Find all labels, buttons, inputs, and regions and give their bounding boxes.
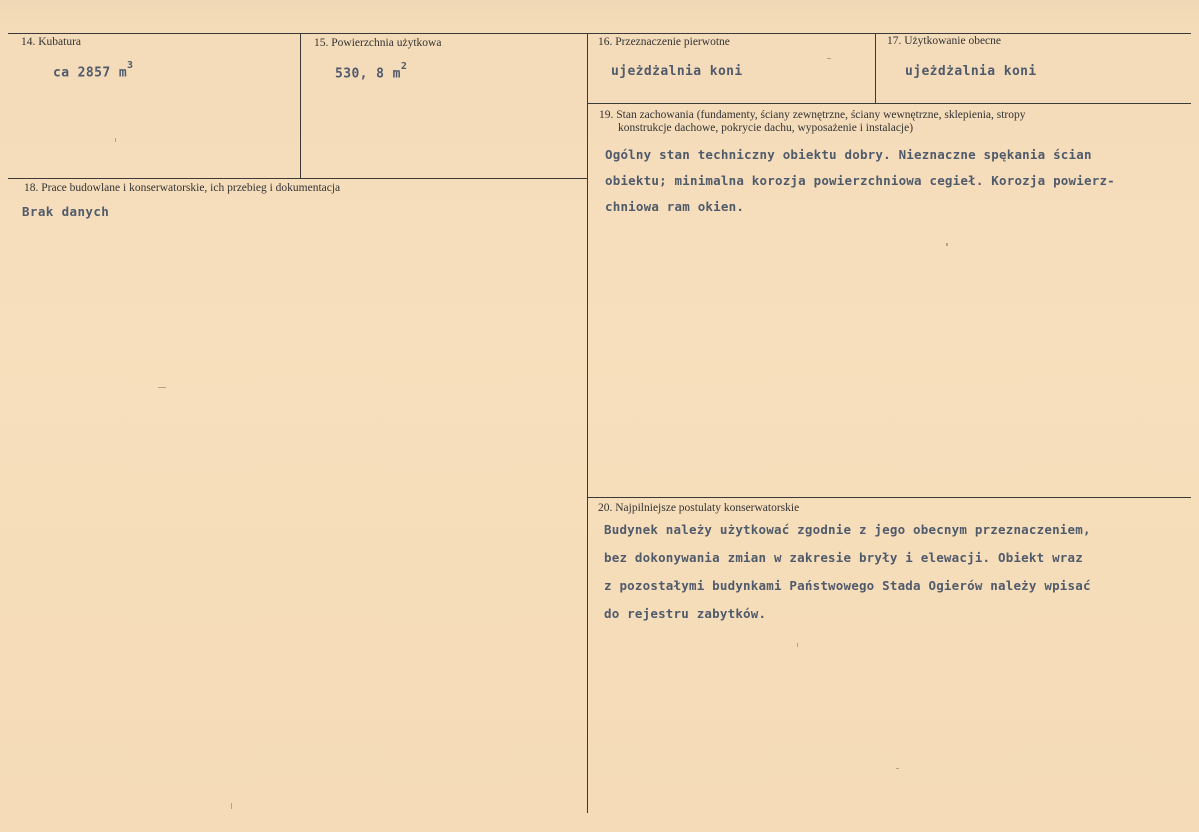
powierzchnia-value: [335, 61, 408, 82]
stan-line-1: Ogólny stan techniczny obiektu dobry. Nieznaczne spękania ścian: [605, 147, 1092, 162]
powierzchnia-value-text: 530, 8 m: [335, 66, 401, 82]
divider-16-17: [875, 33, 876, 103]
kubatura-value-text: ca 2857 m: [53, 65, 128, 81]
paper-speck: [896, 768, 899, 769]
prace-value: Brak danych: [22, 204, 110, 219]
postulaty-label: 20. Najpilniejsze postulaty konserwatorskie: [598, 502, 800, 514]
postulaty-line-1: Budynek należy użytkować zgodnie z jego obecnym przeznaczeniem,: [604, 522, 1091, 537]
uzytkowanie-value: ujeżdżalnia koni: [905, 64, 1037, 79]
postulaty-line-4: do rejestru zabytków.: [604, 606, 767, 621]
divider-main-column: [587, 33, 588, 813]
powierzchnia-label: 15. Powierzchnia użytkowa: [314, 37, 442, 49]
postulaty-line-2: bez dokonywania zmian w zakresie bryły i elewacji. Obiekt wraz: [604, 550, 1083, 565]
prace-label: 18. Prace budowlane i konserwatorskie, ich przebieg i dokumentacja: [24, 182, 341, 194]
powierzchnia-unit-sup: 2: [400, 61, 408, 72]
top-border-line: [8, 33, 1191, 34]
przeznaczenie-value: ujeżdżalnia koni: [611, 64, 743, 79]
paper-speck: [946, 243, 948, 246]
stan-line-2: obiektu; minimalna korozja powierzchniowa cegieł. Korozja powierz-: [605, 173, 1115, 188]
paper-speck: [827, 58, 831, 59]
line-under-14-15: [8, 178, 588, 179]
paper-speck: [797, 643, 798, 647]
przeznaczenie-label: 16. Przeznaczenie pierwotne: [598, 36, 730, 48]
postulaty-text: [604, 516, 1091, 628]
line-above-20: [587, 497, 1191, 498]
stan-zachowania-text: [605, 142, 1115, 220]
stan-line-3: chniowa ram okien.: [605, 199, 745, 214]
line-under-16-17: [587, 103, 1191, 104]
kubatura-unit-sup: 3: [127, 60, 134, 71]
card-top-band: [0, 0, 1199, 28]
kubatura-label: 14. Kubatura: [21, 36, 82, 48]
stan-zachowania-label-line2: konstrukcje dachowe, pokrycie dachu, wyposażenie i instalacje): [618, 122, 914, 134]
uzytkowanie-label: 17. Użytkowanie obecne: [887, 35, 1002, 47]
paper-speck: [115, 138, 116, 142]
stan-zachowania-label-line1: 19. Stan zachowania (fundamenty, ściany zewnętrzne, ściany wewnętrzne, sklepienia, stropy: [599, 109, 1026, 121]
kubatura-value: [53, 60, 134, 81]
paper-speck: [231, 803, 232, 809]
paper-speck: [158, 387, 166, 388]
divider-14-15: [300, 33, 301, 178]
postulaty-line-3: z pozostałymi budynkami Państwowego Stada Ogierów należy wpisać: [604, 578, 1091, 593]
